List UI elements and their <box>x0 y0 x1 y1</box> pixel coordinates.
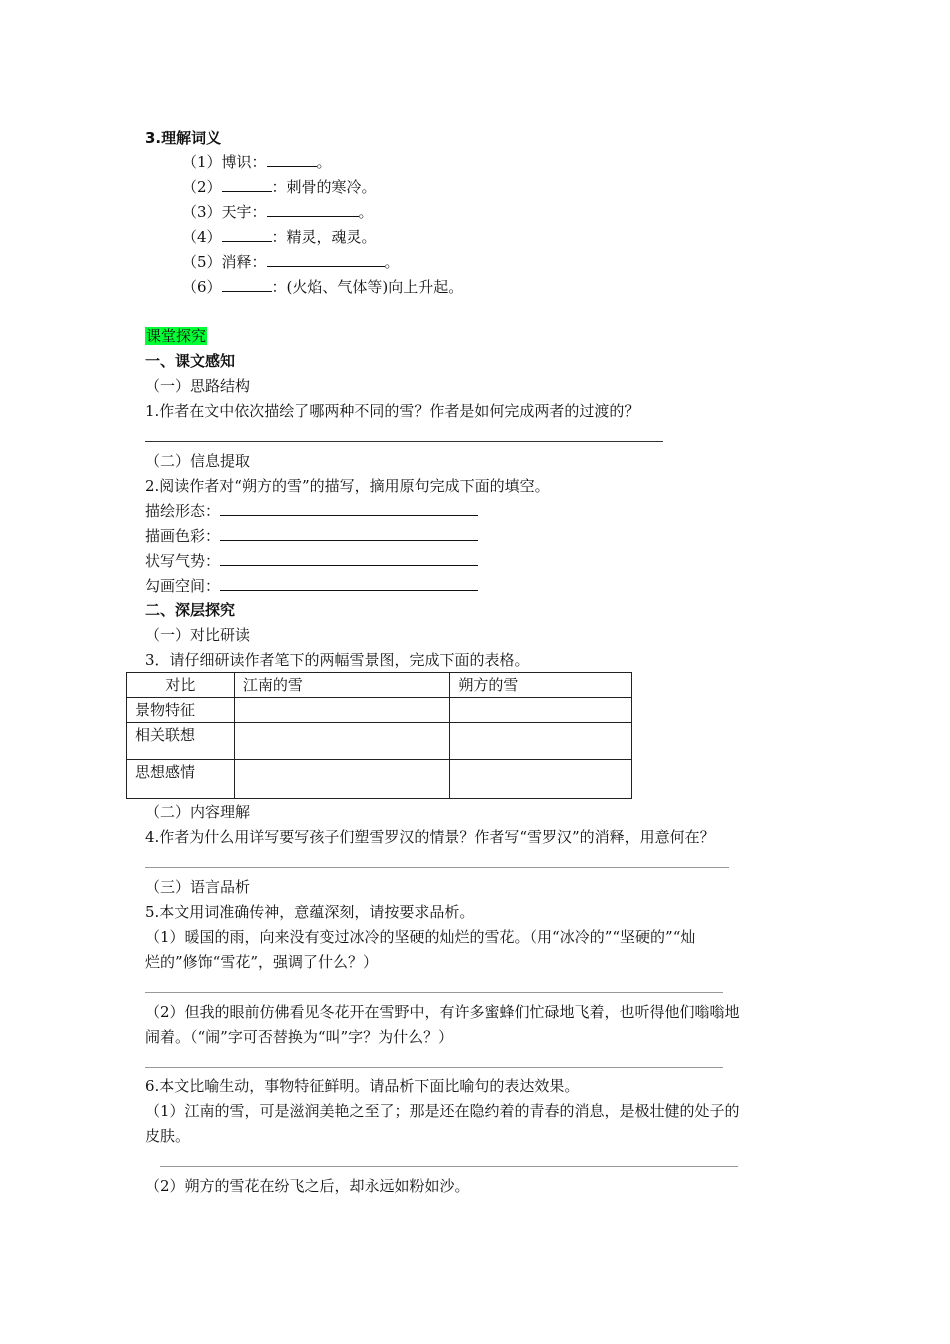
answer-line[interactable] <box>145 441 663 442</box>
table-header-cell: 对比 <box>127 673 235 698</box>
fill-row-form <box>145 501 478 521</box>
answer-blank[interactable] <box>267 202 359 217</box>
table-row-label: 相关联想 <box>127 723 235 760</box>
answer-blank[interactable] <box>220 526 478 541</box>
question-3: 3．请仔细研读作者笔下的两幅雪景图，完成下面的表格。 <box>145 651 530 669</box>
question-5-2-line1: （2）但我的眼前仿佛看见冬花开在雪野中，有许多蜜蜂们忙碌地飞着，也听得他们嗡嗡地 <box>145 1003 740 1021</box>
question-5-1-line2: 烂的”修饰“雪花”，强调了什么？） <box>145 953 379 971</box>
answer-blank[interactable] <box>267 252 385 267</box>
fill-label: 描画色彩： <box>145 527 221 545</box>
answer-blank[interactable] <box>222 177 272 192</box>
vocab-item-4-tail: ：精灵，魂灵。 <box>271 228 377 246</box>
question-5-1-line1: （1）暖国的雨，向来没有变过冰冷的坚硬的灿烂的雪花。（用“冰冷的”“坚硬的”“灿 <box>145 928 696 946</box>
answer-line[interactable] <box>160 1166 738 1167</box>
section-title-vocab: 3.理解词义 <box>145 129 222 147</box>
vocab-item-4 <box>182 227 377 247</box>
vocab-item-2-prompt: （2） <box>182 178 222 196</box>
vocab-item-2 <box>182 177 377 197</box>
question-2: 2.阅读作者对“朔方的雪”的描写，摘用原句完成下面的填空。 <box>145 477 550 495</box>
vocab-item-3-tail: 。 <box>358 203 374 221</box>
vocab-item-6 <box>182 277 463 297</box>
question-4: 4.作者为什么用详写要写孩子们塑雪罗汉的情景？作者写“雪罗汉”的消释，用意何在？ <box>145 828 715 846</box>
subheading-content: （二）内容理解 <box>145 803 251 821</box>
fill-label: 状写气势： <box>145 552 221 570</box>
subheading-info: （二）信息提取 <box>145 452 251 470</box>
table-header-cell: 朔方的雪 <box>450 673 632 698</box>
vocab-item-3-prompt: （3）天宇： <box>182 203 267 221</box>
question-6-2: （2）朔方的雪花在纷飞之后，却永远如粉如沙。 <box>145 1177 470 1195</box>
table-cell[interactable] <box>450 723 632 760</box>
answer-blank[interactable] <box>220 551 478 566</box>
answer-blank[interactable] <box>267 152 317 167</box>
fill-row-space <box>145 576 478 596</box>
vocab-item-1 <box>182 152 332 172</box>
question-5-2-line2: 闹着。（“闹”字可否替换为“叫”字？为什么？） <box>145 1028 454 1046</box>
question-5: 5.本文用词准确传神，意蕴深刻，请按要求品析。 <box>145 903 475 921</box>
fill-row-color <box>145 526 478 546</box>
table-row-label: 景物特征 <box>127 698 235 723</box>
answer-blank[interactable] <box>222 277 272 292</box>
table-cell[interactable] <box>450 698 632 723</box>
table-cell[interactable] <box>234 760 450 799</box>
vocab-item-5-prompt: （5）消释： <box>182 253 267 271</box>
answer-line[interactable] <box>145 1067 723 1068</box>
answer-blank[interactable] <box>222 227 272 242</box>
vocab-item-6-tail: ：(火焰、气体等)向上升起。 <box>271 278 464 296</box>
fill-label: 勾画空间： <box>145 577 221 595</box>
section-heading-highlight <box>145 326 207 346</box>
part-one-title: 一、课文感知 <box>145 352 236 370</box>
subheading-language: （三）语言品析 <box>145 878 251 896</box>
question-6-1-line2: 皮肤。 <box>145 1127 191 1145</box>
vocab-item-6-prompt: （6） <box>182 278 222 296</box>
vocab-item-4-prompt: （4） <box>182 228 222 246</box>
question-6: 6.本文比喻生动，事物特征鲜明。请品析下面比喻句的表达效果。 <box>145 1077 580 1095</box>
answer-blank[interactable] <box>220 576 478 591</box>
table-row <box>127 698 632 723</box>
subheading-compare: （一）对比研读 <box>145 626 251 644</box>
fill-label: 描绘形态： <box>145 502 221 520</box>
vocab-item-3 <box>182 202 374 222</box>
table-header-row <box>127 673 632 698</box>
table-row-label: 思想感情 <box>127 760 235 799</box>
answer-line[interactable] <box>145 992 723 993</box>
comparison-table <box>126 672 632 799</box>
answer-line[interactable] <box>145 867 729 868</box>
table-cell[interactable] <box>234 723 450 760</box>
vocab-item-5-tail: 。 <box>384 253 400 271</box>
table-row <box>127 723 632 760</box>
explore-heading: 课堂探究 <box>146 327 207 345</box>
table-cell[interactable] <box>234 698 450 723</box>
table-row <box>127 760 632 799</box>
vocab-item-1-tail: 。 <box>316 153 332 171</box>
table-cell[interactable] <box>450 760 632 799</box>
question-1: 1.作者在文中依次描绘了哪两种不同的雪？作者是如何完成两者的过渡的？ <box>145 402 640 420</box>
vocab-item-1-prompt: （1）博识： <box>182 153 267 171</box>
vocab-item-2-tail: ：刺骨的寒冷。 <box>271 178 377 196</box>
table-header-cell: 江南的雪 <box>234 673 450 698</box>
question-6-1-line1: （1）江南的雪，可是滋润美艳之至了；那是还在隐约着的青春的消息，是极壮健的处子的 <box>145 1102 740 1120</box>
subheading-structure: （一）思路结构 <box>145 377 251 395</box>
vocab-item-5 <box>182 252 400 272</box>
fill-row-momentum <box>145 551 478 571</box>
part-two-title: 二、深层探究 <box>145 601 236 619</box>
answer-blank[interactable] <box>220 501 478 516</box>
